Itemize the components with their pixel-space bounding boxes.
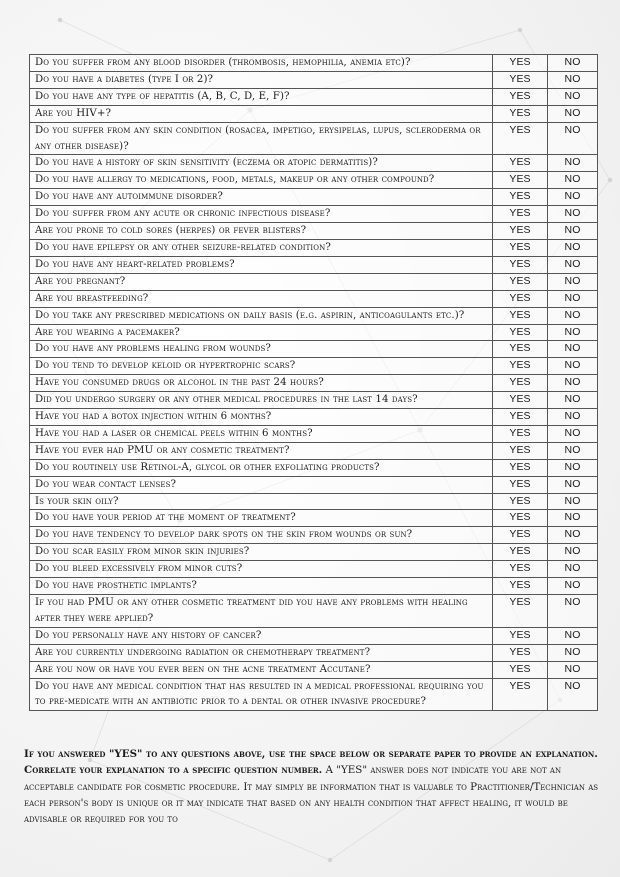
answer-no-option[interactable]: NO: [548, 172, 598, 189]
answer-yes-option[interactable]: YES: [493, 409, 548, 426]
answer-yes-option[interactable]: YES: [493, 644, 548, 661]
answer-no-option[interactable]: NO: [548, 88, 598, 105]
answer-no-option[interactable]: NO: [548, 290, 598, 307]
answer-no-option[interactable]: NO: [548, 358, 598, 375]
answer-yes-option[interactable]: YES: [493, 358, 548, 375]
answer-no-option[interactable]: NO: [548, 55, 598, 72]
question-row: [30, 273, 598, 290]
question-row: [30, 155, 598, 172]
question-text: Are you HIV+?: [30, 105, 493, 122]
answer-no-option[interactable]: NO: [548, 307, 598, 324]
answer-yes-option[interactable]: YES: [493, 88, 548, 105]
question-row: [30, 358, 598, 375]
question-row: [30, 644, 598, 661]
answer-yes-option[interactable]: YES: [493, 476, 548, 493]
answer-no-option[interactable]: NO: [548, 409, 598, 426]
answer-yes-option[interactable]: YES: [493, 223, 548, 240]
answer-no-option[interactable]: NO: [548, 595, 598, 628]
question-row: [30, 627, 598, 644]
answer-no-option[interactable]: NO: [548, 341, 598, 358]
question-text: Are you prone to cold sores (herpes) or fever blisters?: [30, 223, 493, 240]
question-text: Do you tend to develop keloid or hypertrophic scars?: [30, 358, 493, 375]
question-row: [30, 223, 598, 240]
answer-no-option[interactable]: NO: [548, 324, 598, 341]
question-row: [30, 324, 598, 341]
question-text: Do you have any heart-related problems?: [30, 256, 493, 273]
note-instruction: If you answered "YES" to any questions above, use the space below or separate paper to provide an explanation. Correlate your explanation to a specific question number.: [24, 748, 598, 777]
question-text: Do you wear contact lenses?: [30, 476, 493, 493]
answer-yes-option[interactable]: YES: [493, 172, 548, 189]
answer-no-option[interactable]: NO: [548, 375, 598, 392]
answer-no-option[interactable]: NO: [548, 544, 598, 561]
question-text: Are you now or have you ever been on the acne treatment Accutane?: [30, 661, 493, 678]
question-text: Are you currently undergoing radiation or chemotherapy treatment?: [30, 644, 493, 661]
answer-no-option[interactable]: NO: [548, 239, 598, 256]
answer-no-option[interactable]: NO: [548, 392, 598, 409]
question-text: Have you had a botox injection within 6 months?: [30, 409, 493, 426]
question-row: [30, 678, 598, 711]
question-row: [30, 392, 598, 409]
answer-no-option[interactable]: NO: [548, 425, 598, 442]
question-text: Do you suffer from any skin condition (rosacea, impetigo, erysipelas, lupus, scleroderma or any other disease)?: [30, 122, 493, 155]
question-row: [30, 527, 598, 544]
answer-no-option[interactable]: NO: [548, 122, 598, 155]
answer-no-option[interactable]: NO: [548, 273, 598, 290]
question-row: [30, 476, 598, 493]
question-row: [30, 561, 598, 578]
question-row: [30, 595, 598, 628]
question-row: [30, 442, 598, 459]
answer-yes-option[interactable]: YES: [493, 256, 548, 273]
note-disclaimer: A "YES" answer does not indicate you are not an acceptable candidate for cosmetic procedure. It may simply be information that is valuable to Practitioner/Technician as each person's body is unique or it may indicate that based on any health condition that affect healing, it would be advisable or required for you to: [24, 764, 599, 826]
question-row: [30, 290, 598, 307]
answer-no-option[interactable]: NO: [548, 189, 598, 206]
question-row: [30, 661, 598, 678]
question-text: Do you have a history of skin sensitivity (eczema or atopic dermatitis)?: [30, 155, 493, 172]
answer-yes-option[interactable]: YES: [493, 290, 548, 307]
question-text: Do you bleed excessively from minor cuts?: [30, 561, 493, 578]
answer-no-option[interactable]: NO: [548, 476, 598, 493]
answer-yes-option[interactable]: YES: [493, 578, 548, 595]
question-text: Have you ever had PMU or any cosmetic treatment?: [30, 442, 493, 459]
answer-yes-option[interactable]: YES: [493, 55, 548, 72]
question-text: Is your skin oily?: [30, 493, 493, 510]
question-row: [30, 493, 598, 510]
question-row: [30, 409, 598, 426]
answer-no-option[interactable]: NO: [548, 223, 598, 240]
answer-yes-option[interactable]: YES: [493, 189, 548, 206]
question-text: Do you routinely use Retinol-A, glycol or other exfoliating products?: [30, 459, 493, 476]
answer-yes-option[interactable]: YES: [493, 493, 548, 510]
question-row: [30, 55, 598, 72]
question-row: [30, 189, 598, 206]
answer-no-option[interactable]: NO: [548, 578, 598, 595]
question-text: Do you have epilepsy or any other seizure-related condition?: [30, 239, 493, 256]
answer-yes-option[interactable]: YES: [493, 627, 548, 644]
question-text: Have you had a laser or chemical peels within 6 months?: [30, 425, 493, 442]
answer-yes-option[interactable]: YES: [493, 544, 548, 561]
question-text: Are you pregnant?: [30, 273, 493, 290]
answer-yes-option[interactable]: YES: [493, 527, 548, 544]
answer-yes-option[interactable]: YES: [493, 561, 548, 578]
question-text: Do you have a diabetes (type I or 2)?: [30, 71, 493, 88]
answer-no-option[interactable]: NO: [548, 442, 598, 459]
answer-yes-option[interactable]: YES: [493, 71, 548, 88]
question-text: Do you have any autoimmune disorder?: [30, 189, 493, 206]
answer-no-option[interactable]: NO: [548, 155, 598, 172]
question-text: Did you undergo surgery or any other medical procedures in the last 14 days?: [30, 392, 493, 409]
answer-no-option[interactable]: NO: [548, 105, 598, 122]
answer-yes-option[interactable]: YES: [493, 122, 548, 155]
question-row: [30, 425, 598, 442]
question-row: [30, 510, 598, 527]
answer-no-option[interactable]: NO: [548, 527, 598, 544]
question-row: [30, 544, 598, 561]
question-row: [30, 105, 598, 122]
question-row: [30, 341, 598, 358]
question-text: Do you have your period at the moment of treatment?: [30, 510, 493, 527]
health-questionnaire-table: [29, 54, 598, 711]
answer-yes-option[interactable]: YES: [493, 307, 548, 324]
question-row: [30, 307, 598, 324]
answer-yes-option[interactable]: YES: [493, 510, 548, 527]
answer-no-option[interactable]: NO: [548, 678, 598, 711]
answer-yes-option[interactable]: YES: [493, 273, 548, 290]
question-text: Are you breastfeeding?: [30, 290, 493, 307]
question-row: [30, 206, 598, 223]
question-text: Do you have any medical condition that has resulted in a medical professional requiring you to pre-medicate with an antibiotic prior to a dental or other invasive procedure?: [30, 678, 493, 711]
question-row: [30, 578, 598, 595]
answer-no-option[interactable]: NO: [548, 627, 598, 644]
answer-no-option[interactable]: NO: [548, 510, 598, 527]
answer-yes-option[interactable]: YES: [493, 425, 548, 442]
answer-no-option[interactable]: NO: [548, 644, 598, 661]
question-text: Have you consumed drugs or alcohol in the past 24 hours?: [30, 375, 493, 392]
answer-no-option[interactable]: NO: [548, 459, 598, 476]
answer-yes-option[interactable]: YES: [493, 105, 548, 122]
question-text: Do you have any problems healing from wounds?: [30, 341, 493, 358]
answer-no-option[interactable]: NO: [548, 661, 598, 678]
question-text: Do you have any type of hepatitis (A, B, C, D, E, F)?: [30, 88, 493, 105]
answer-no-option[interactable]: NO: [548, 256, 598, 273]
answer-yes-option[interactable]: YES: [493, 239, 548, 256]
answer-yes-option[interactable]: YES: [493, 155, 548, 172]
answer-no-option[interactable]: NO: [548, 206, 598, 223]
question-row: [30, 71, 598, 88]
question-row: [30, 239, 598, 256]
question-text: Do you personally have any history of cancer?: [30, 627, 493, 644]
answer-yes-option[interactable]: YES: [493, 459, 548, 476]
answer-yes-option[interactable]: YES: [493, 678, 548, 711]
answer-yes-option[interactable]: YES: [493, 375, 548, 392]
questionnaire-body: [30, 55, 598, 711]
answer-yes-option[interactable]: YES: [493, 595, 548, 628]
question-text: Do you suffer from any blood disorder (thrombosis, hemophilia, anemia etc)?: [30, 55, 493, 72]
question-text: Do you take any prescribed medications on daily basis (e.g. aspirin, anticoagulants etc.)?: [30, 307, 493, 324]
answer-no-option[interactable]: NO: [548, 71, 598, 88]
question-text: Do you have allergy to medications, food, metals, makeup or any other compound?: [30, 172, 493, 189]
answer-yes-option[interactable]: YES: [493, 341, 548, 358]
answer-yes-option[interactable]: YES: [493, 661, 548, 678]
question-text: If you had PMU or any other cosmetic treatment did you have any problems with healing after they were applied?: [30, 595, 493, 628]
answer-yes-option[interactable]: YES: [493, 206, 548, 223]
answer-yes-option[interactable]: YES: [493, 324, 548, 341]
question-text: Do you have prosthetic implants?: [30, 578, 493, 595]
question-row: [30, 122, 598, 155]
explanation-note: [24, 746, 599, 827]
question-text: Do you suffer from any acute or chronic infectious disease?: [30, 206, 493, 223]
question-row: [30, 375, 598, 392]
question-row: [30, 88, 598, 105]
question-text: Are you wearing a pacemaker?: [30, 324, 493, 341]
answer-yes-option[interactable]: YES: [493, 392, 548, 409]
question-row: [30, 172, 598, 189]
question-row: [30, 256, 598, 273]
answer-no-option[interactable]: NO: [548, 561, 598, 578]
answer-no-option[interactable]: NO: [548, 493, 598, 510]
answer-yes-option[interactable]: YES: [493, 442, 548, 459]
question-row: [30, 459, 598, 476]
question-text: Do you have tendency to develop dark spots on the skin from wounds or sun?: [30, 527, 493, 544]
question-text: Do you scar easily from minor skin injuries?: [30, 544, 493, 561]
